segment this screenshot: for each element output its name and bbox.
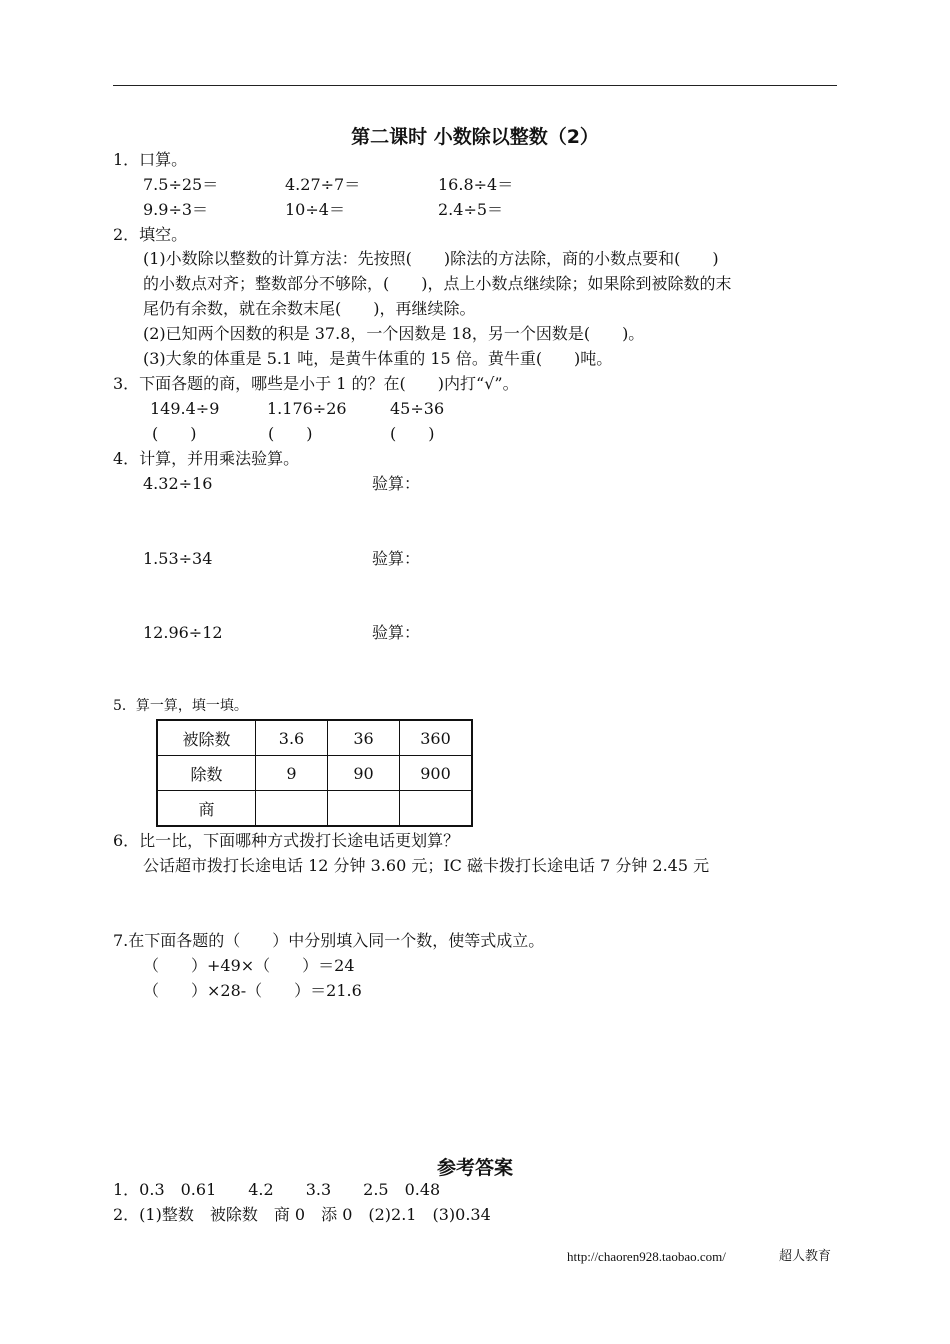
q3-expression: 1.176÷26 <box>267 399 347 418</box>
q7-line: （ ）×28-（ ）＝21.6 <box>143 981 362 1000</box>
q1-item: 9.9÷3＝ <box>143 200 209 219</box>
table-cell: 900 <box>400 756 473 791</box>
q1-item: 7.5÷25＝ <box>143 175 219 194</box>
table-cell-blank <box>256 791 328 827</box>
answer-line: 2．(1)整数 被除数 商 0 添 0 (2)2.1 (3)0.34 <box>113 1205 491 1224</box>
q1-item: 2.4÷5＝ <box>438 200 504 219</box>
q3-expression: 45÷36 <box>390 399 445 418</box>
table-cell: 商 <box>157 791 256 827</box>
q3-blank: ( ) <box>268 424 313 443</box>
q4-item: 4.32÷16 <box>143 474 213 493</box>
q2-line: 尾仍有余数，就在余数末尾( )，再继续除。 <box>143 299 476 318</box>
q3-expression: 149.4÷9 <box>150 399 220 418</box>
q1-item: 16.8÷4＝ <box>438 175 514 194</box>
q1-item: 4.27÷7＝ <box>285 175 361 194</box>
q2-line: (3)大象的体重是 5.1 吨，是黄牛体重的 15 倍。黄牛重( )吨。 <box>143 349 613 368</box>
q4-check-label: 验算： <box>372 549 421 568</box>
q3-blank: ( ) <box>152 424 197 443</box>
q1-item: 10÷4＝ <box>285 200 345 219</box>
q3-heading: 3．下面各题的商，哪些是小于 1 的？在( )内打“√”。 <box>113 374 519 393</box>
answer-line: 1．0.3 0.61 4.2 3.3 2.5 0.48 <box>113 1180 441 1199</box>
table-row <box>157 756 472 791</box>
table-cell: 除数 <box>157 756 256 791</box>
q1-heading: 1．口算。 <box>113 150 188 169</box>
table-cell-blank <box>328 791 400 827</box>
q4-check-label: 验算： <box>372 623 421 642</box>
q7-heading: 7.在下面各题的（ ）中分别填入同一个数，使等式成立。 <box>113 931 545 950</box>
table-cell: 9 <box>256 756 328 791</box>
q4-heading: 4．计算，并用乘法验算。 <box>113 449 300 468</box>
table-row <box>157 791 472 827</box>
q3-blank: ( ) <box>390 424 435 443</box>
q5-heading: 5．算一算，填一填。 <box>113 698 248 714</box>
q4-item: 12.96÷12 <box>143 623 223 642</box>
q7-line: （ ）+49×（ ）＝24 <box>143 956 355 975</box>
division-table <box>156 719 473 827</box>
table-cell: 360 <box>400 720 473 756</box>
q4-item: 1.53÷34 <box>143 549 213 568</box>
q2-line: 的小数点对齐；整数部分不够除，( )，点上小数点继续除；如果除到被除数的末 <box>143 274 732 293</box>
footer-url: http://chaoren928.taobao.com/ <box>567 1249 726 1264</box>
q6-heading: 6．比一比，下面哪种方式拨打长途电话更划算？ <box>113 831 460 850</box>
table-cell-blank <box>400 791 473 827</box>
q4-check-label: 验算： <box>372 474 421 493</box>
header-rule <box>113 85 837 86</box>
table-cell: 被除数 <box>157 720 256 756</box>
table-cell: 90 <box>328 756 400 791</box>
page-title: 第二课时 小数除以整数（2） <box>351 126 599 148</box>
q2-line: (2)已知两个因数的积是 37.8，一个因数是 18，另一个因数是( )。 <box>143 324 645 343</box>
table-row <box>157 720 472 756</box>
footer-brand: 超人教育 <box>779 1249 832 1264</box>
q2-heading: 2．填空。 <box>113 225 188 244</box>
table-cell: 3.6 <box>256 720 328 756</box>
table-cell: 36 <box>328 720 400 756</box>
q6-body: 公话超市拨打长途电话 12 分钟 3.60 元；IC 磁卡拨打长途电话 7 分钟 2.45 元 <box>143 856 710 875</box>
q2-line: (1)小数除以整数的计算方法：先按照( )除法的方法除，商的小数点要和( ) <box>143 249 719 268</box>
answers-title: 参考答案 <box>436 1157 513 1179</box>
